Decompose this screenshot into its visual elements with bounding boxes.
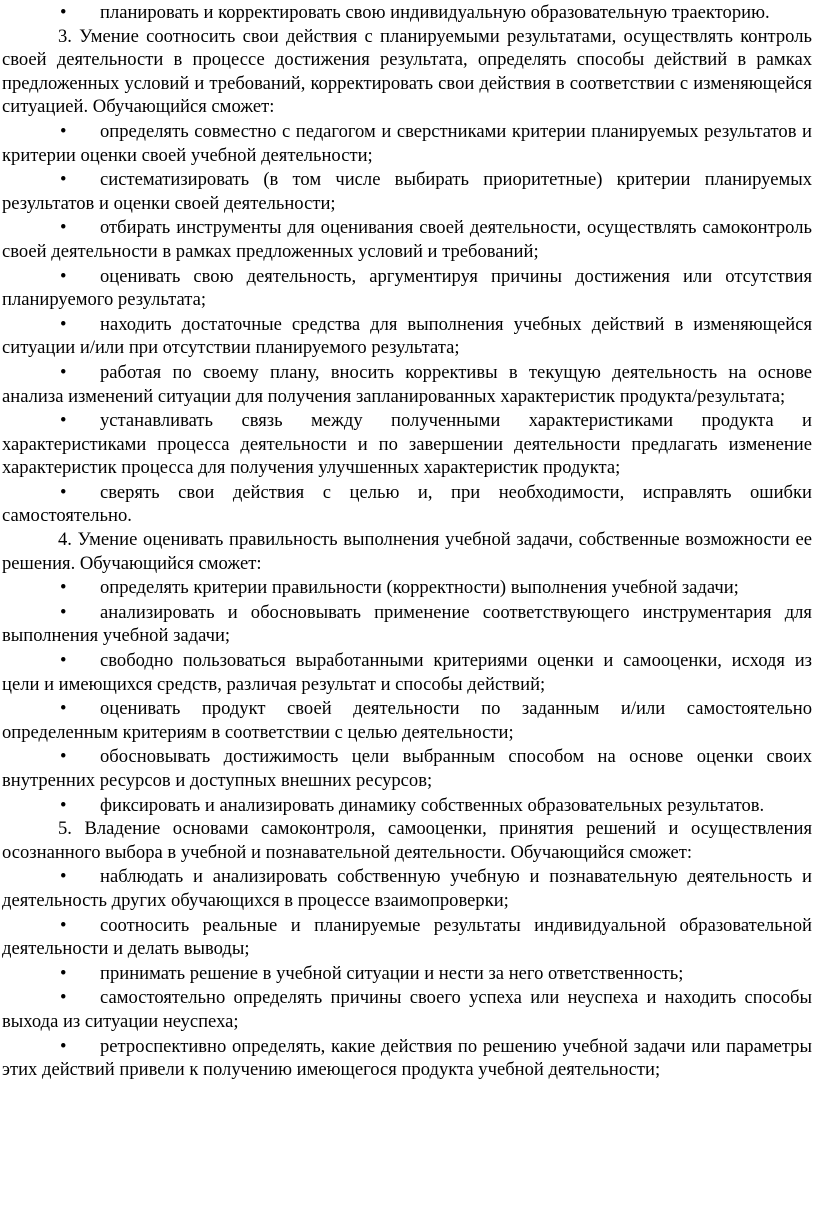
bullet-text: оценивать продукт своей деятельности по заданным и/или самостоятельно определенным критериям в соответствии с целью деятельности; bbox=[2, 698, 812, 743]
bullet-list-item bbox=[2, 265, 812, 312]
bullet-marker: • bbox=[60, 481, 67, 503]
bullet-list-item bbox=[2, 601, 812, 648]
bullet-marker: • bbox=[60, 746, 67, 768]
bullet-list-item bbox=[2, 865, 812, 912]
bullet-text: свободно пользоваться выработанными критериями оценки и самооценки, исходя из цели и имеющихся средств, различая результат и способы действий; bbox=[2, 650, 812, 695]
bullet-list-item bbox=[2, 697, 812, 744]
bullet-text: определять критерии правильности (корректности) выполнения учебной задачи; bbox=[100, 577, 739, 599]
bullet-text: обосновывать достижимость цели выбранным способом на основе оценки своих внутренних ресурсов и доступных внешних ресурсов; bbox=[2, 746, 812, 791]
bullet-marker: • bbox=[60, 698, 67, 720]
bullet-list-item bbox=[2, 986, 812, 1033]
bullet-text: определять совместно с педагогом и сверстниками критерии планируемых результатов и критерии оценки своей учебной деятельности; bbox=[2, 120, 812, 166]
bullet-list-item bbox=[2, 481, 812, 528]
bullet-list-item bbox=[2, 576, 812, 600]
bullet-list-item bbox=[2, 649, 812, 696]
bullet-list-item bbox=[2, 914, 812, 961]
bullet-marker: • bbox=[60, 866, 67, 888]
bullet-list-item bbox=[2, 168, 812, 215]
bullet-marker: • bbox=[60, 120, 67, 142]
bullet-list-item bbox=[2, 313, 812, 360]
bullet-text: находить достаточные средства для выполнения учебных действий в изменяющейся ситуации и/или при отсутствии планируемого результата; bbox=[2, 313, 812, 359]
bullet-text: фиксировать и анализировать динамику собственных образовательных результатов. bbox=[100, 794, 765, 816]
numbered-paragraph: 5. Владение основами самоконтроля, самооценки, принятия решений и осуществления осознанного выбора в учебной и познавательной деятельности. Обучающийся сможет: bbox=[2, 818, 812, 863]
bullet-list-item bbox=[2, 409, 812, 480]
bullet-marker: • bbox=[60, 577, 67, 599]
bullet-text: оценивать свою деятельность, аргументируя причины достижения или отсутствия планируемого результата; bbox=[2, 265, 812, 311]
bullet-marker: • bbox=[60, 361, 67, 383]
bullet-text: соотносить реальные и планируемые результаты индивидуальной образовательной деятельности и делать выводы; bbox=[2, 914, 812, 960]
bullet-marker: • bbox=[60, 217, 67, 239]
bullet-marker: • bbox=[60, 2, 67, 23]
bullet-marker: • bbox=[60, 794, 67, 816]
bullet-list-item bbox=[2, 794, 812, 818]
bullet-list-item bbox=[2, 962, 812, 986]
bullet-list-item bbox=[2, 120, 812, 167]
bullet-list-item bbox=[2, 216, 812, 263]
bullet-marker: • bbox=[60, 914, 67, 936]
bullet-marker: • bbox=[60, 1035, 67, 1057]
bullet-marker: • bbox=[60, 313, 67, 335]
bullet-text: сверять свои действия с целью и, при необходимости, исправлять ошибки самостоятельно. bbox=[2, 481, 812, 527]
bullet-marker: • bbox=[60, 169, 67, 191]
bullet-text: планировать и корректировать свою индивидуальную образовательную траекторию. bbox=[100, 2, 770, 23]
bullet-marker: • bbox=[60, 601, 67, 623]
bullet-text: работая по своему плану, вносить коррективы в текущую деятельность на основе анализа изменений ситуации для получения запланированных характеристик продукта/результата; bbox=[2, 361, 812, 407]
bullet-marker: • bbox=[60, 987, 67, 1009]
numbered-paragraph: 3. Умение соотносить свои действия с планируемыми результатами, осуществлять контроль своей деятельности в процессе достижения результата, определять способы действий в рамках предложенных условий и требований, корректировать свои действия в соответствии с изменяющейся ситуацией. Обучающийся сможет: bbox=[2, 25, 812, 118]
bullet-marker: • bbox=[60, 650, 67, 672]
bullet-text: принимать решение в учебной ситуации и нести за него ответственность; bbox=[100, 962, 684, 984]
bullet-marker: • bbox=[60, 265, 67, 287]
bullet-text: самостоятельно определять причины своего успеха или неуспеха и находить способы выхода из ситуации неуспеха; bbox=[2, 987, 812, 1032]
bullet-list-item bbox=[2, 745, 812, 792]
document-body bbox=[2, 1, 812, 1082]
numbered-paragraph: 4. Умение оценивать правильность выполнения учебной задачи, собственные возможности ее решения. Обучающийся сможет: bbox=[2, 529, 812, 574]
bullet-list-item bbox=[2, 1, 812, 25]
bullet-list-item bbox=[2, 1035, 812, 1082]
bullet-text: устанавливать связь между полученными характеристиками продукта и характеристиками процесса деятельности и по завершении деятельности предлагать изменение характеристик процесса для получения улучшенных характеристик продукта; bbox=[2, 410, 812, 479]
bullet-marker: • bbox=[60, 962, 67, 984]
bullet-text: систематизировать (в том числе выбирать приоритетные) критерии планируемых результатов и оценки своей деятельности; bbox=[2, 169, 812, 214]
bullet-list-item bbox=[2, 361, 812, 408]
bullet-text: отбирать инструменты для оценивания своей деятельности, осуществлять самоконтроль своей деятельности в рамках предложенных условий и требований; bbox=[2, 217, 812, 262]
bullet-text: ретроспективно определять, какие действия по решению учебной задачи или параметры этих действий привели к получению имеющегося продукта учебной деятельности; bbox=[2, 1035, 812, 1081]
bullet-marker: • bbox=[60, 410, 67, 432]
bullet-text: анализировать и обосновывать применение соответствующего инструментария для выполнения учебной задачи; bbox=[2, 601, 812, 647]
bullet-text: наблюдать и анализировать собственную учебную и познавательную деятельность и деятельность других обучающихся в процессе взаимопроверки; bbox=[2, 866, 812, 911]
